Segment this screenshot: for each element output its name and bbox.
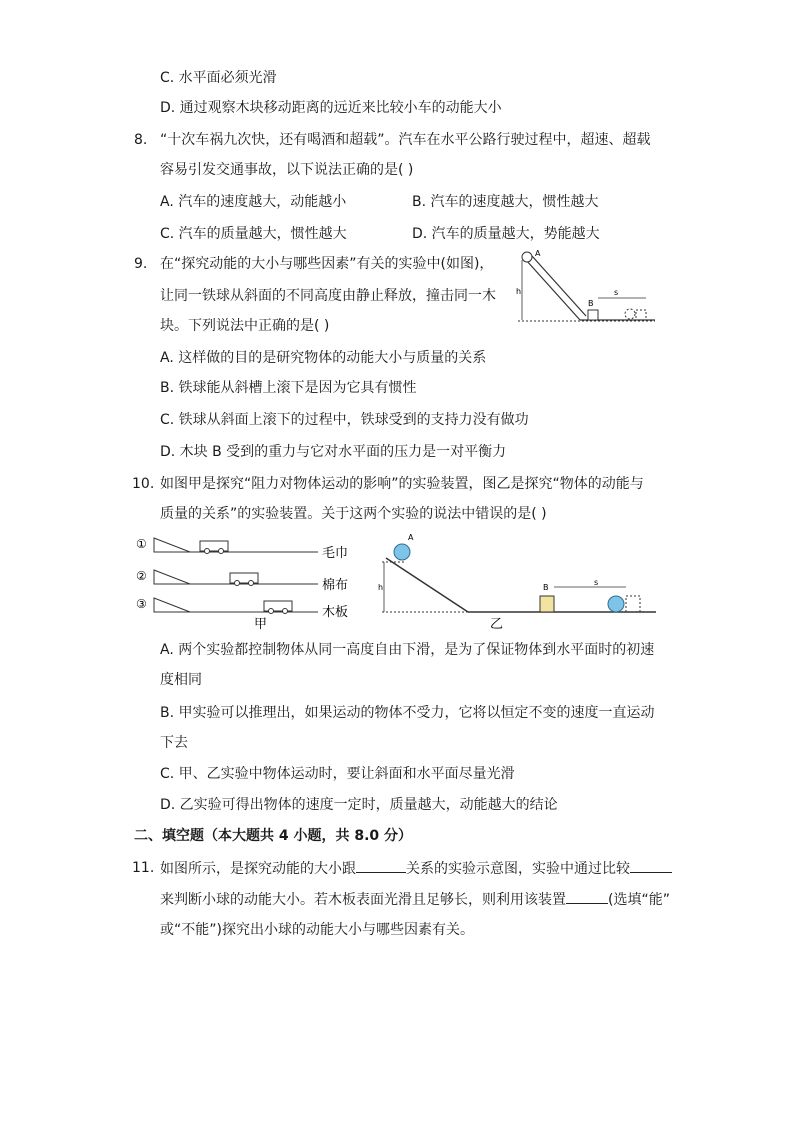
q10-fig-cart2-wheel1 <box>235 581 240 586</box>
q10-fig-yi-label-s: s <box>594 578 599 587</box>
q10-fig-yi-label-h: h <box>378 583 384 592</box>
q10-figure <box>134 532 664 632</box>
q10-fig-yi-block-end <box>626 596 640 612</box>
q8-option-b: B. 汽车的速度越大，惯性越大 <box>412 194 599 210</box>
q9-option-d: D. 木块 B 受到的重力与它对水平面的压力是一对平衡力 <box>160 444 507 460</box>
q10-fig-n3: ③ <box>136 597 147 611</box>
q8-stem-line1: “十次车祸九次快，还有喝酒和超载”。汽车在水平公路行驶过程中，超速、超载 <box>160 132 651 148</box>
q9-fig-block-end <box>636 310 646 320</box>
q9-option-b: B. 铁球能从斜槽上滚下是因为它具有惯性 <box>160 380 417 396</box>
q9-figure <box>510 248 662 328</box>
q8-option-a: A. 汽车的速度越大，动能越小 <box>160 194 347 210</box>
q10-fig-cart1 <box>200 541 228 551</box>
q8-option-d: D. 汽车的质量越大，势能越大 <box>412 226 600 242</box>
q11-blank-1[interactable] <box>356 858 406 873</box>
q10-stem-line1: 如图甲是探究“阻力对物体运动的影响”的实验装置，图乙是探究“物体的动能与 <box>160 476 644 492</box>
q7-option-c: C. 水平面必须光滑 <box>160 70 277 86</box>
q10-option-a-line1: A. 两个实验都控制物体从同一高度自由下滑，是为了保证物体到水平面时的初速 <box>160 642 655 658</box>
q9-fig-ball <box>522 252 532 262</box>
q10-fig-cart2-wheel2 <box>249 581 254 586</box>
q10-fig-yi <box>378 533 656 632</box>
q10-option-c: C. 甲、乙实验中物体运动时，要让斜面和水平面尽量光滑 <box>160 766 515 782</box>
q10-fig-cart1-wheel2 <box>219 549 224 554</box>
q10-fig-cart3-wheel1 <box>269 609 274 614</box>
q10-fig-ramp1 <box>154 538 190 552</box>
q8-stem-line2: 容易引发交通事故，以下说法正确的是( ) <box>160 162 414 178</box>
q10-option-a-line2: 度相同 <box>160 672 202 688</box>
q11-line2 <box>160 889 670 910</box>
q9-fig-label-s: s <box>614 288 619 297</box>
q10-fig-ramp2 <box>154 570 190 584</box>
q9-stem-line1: 在“探究动能的大小与哪些因素”有关的实验中(如图)， <box>160 256 494 272</box>
q11-line1-part-a: 如图所示，是探究动能的大小跟 <box>160 861 356 877</box>
q9-fig-ball-end <box>625 309 635 319</box>
q10-fig-yi-label-a: A <box>408 533 414 542</box>
q9-stem-line2: 让同一铁球从斜面的不同高度由静止释放，撞击同一木 <box>160 288 496 304</box>
q9-stem-line3: 块。下列说法中正确的是( ) <box>160 318 330 334</box>
q11-number: 11. <box>132 860 155 876</box>
q11-line2-part-b: (选填“能” <box>608 892 670 908</box>
q10-fig-yi-block <box>540 596 554 612</box>
q11-blank-3[interactable] <box>566 889 608 904</box>
q9-option-a: A. 这样做的目的是研究物体的动能大小与质量的关系 <box>160 350 487 366</box>
q9-option-c: C. 铁球从斜面上滚下的过程中，铁球受到的支持力没有做功 <box>160 412 529 428</box>
q10-option-b-line2: 下去 <box>160 735 188 751</box>
q10-fig-jia <box>136 537 348 632</box>
q9-number: 9. <box>134 256 148 272</box>
q11-line3: 或“不能”)探究出小球的动能大小与哪些因素有关。 <box>160 922 474 938</box>
q10-number: 10. <box>132 476 155 492</box>
q10-fig-yi-slope <box>386 558 468 612</box>
q10-fig-cart3 <box>264 601 292 611</box>
q10-fig-yi-label: 乙 <box>490 617 504 632</box>
q10-stem-line2: 质量的关系”的实验装置。关于这两个实验的说法中错误的是( ) <box>160 506 547 522</box>
q10-fig-cart1-wheel1 <box>205 549 210 554</box>
q9-fig-block <box>588 310 598 320</box>
q10-fig-n2: ② <box>136 569 147 583</box>
section-fill-in-title: 二、填空题（本大题共 4 小题，共 8.0 分） <box>134 828 413 844</box>
q11-line1-part-b: 关系的实验示意图，实验中通过比较 <box>406 861 630 877</box>
q10-fig-jia-label: 甲 <box>254 617 268 632</box>
q10-fig-surface2-label: 棉布 <box>322 578 349 593</box>
q11-line1 <box>160 858 672 879</box>
q10-fig-ramp3 <box>154 598 190 612</box>
q8-option-c: C. 汽车的质量越大，惯性越大 <box>160 226 347 242</box>
q9-fig-slope-inner <box>532 256 586 316</box>
q11-blank-2[interactable] <box>630 858 672 873</box>
q10-fig-n1: ① <box>136 537 147 551</box>
q8-number: 8. <box>134 132 148 148</box>
q10-fig-yi-ball <box>394 544 410 560</box>
q9-fig-label-a: A <box>535 249 541 258</box>
q11-line2-part-a: 来判断小球的动能大小。若木板表面光滑且足够长，则利用该装置 <box>160 892 566 908</box>
q10-fig-cart3-wheel2 <box>283 609 288 614</box>
q10-fig-cart2 <box>230 573 258 583</box>
q9-fig-label-h: h <box>516 287 522 296</box>
q10-fig-surface3-label: 木板 <box>322 605 349 620</box>
q10-fig-yi-ball-end <box>608 596 624 612</box>
q10-fig-surface1-label: 毛巾 <box>322 546 349 561</box>
q9-fig-slope <box>526 260 580 320</box>
q10-option-b-line1: B. 甲实验可以推理出，如果运动的物体不受力，它将以恒定不变的速度一直运动 <box>160 705 655 721</box>
q10-fig-yi-label-b: B <box>543 583 549 592</box>
q7-option-d: D. 通过观察木块移动距离的远近来比较小车的动能大小 <box>160 100 502 116</box>
q10-option-d: D. 乙实验可得出物体的速度一定时，质量越大，动能越大的结论 <box>160 797 558 813</box>
q9-fig-label-b: B <box>588 299 594 308</box>
